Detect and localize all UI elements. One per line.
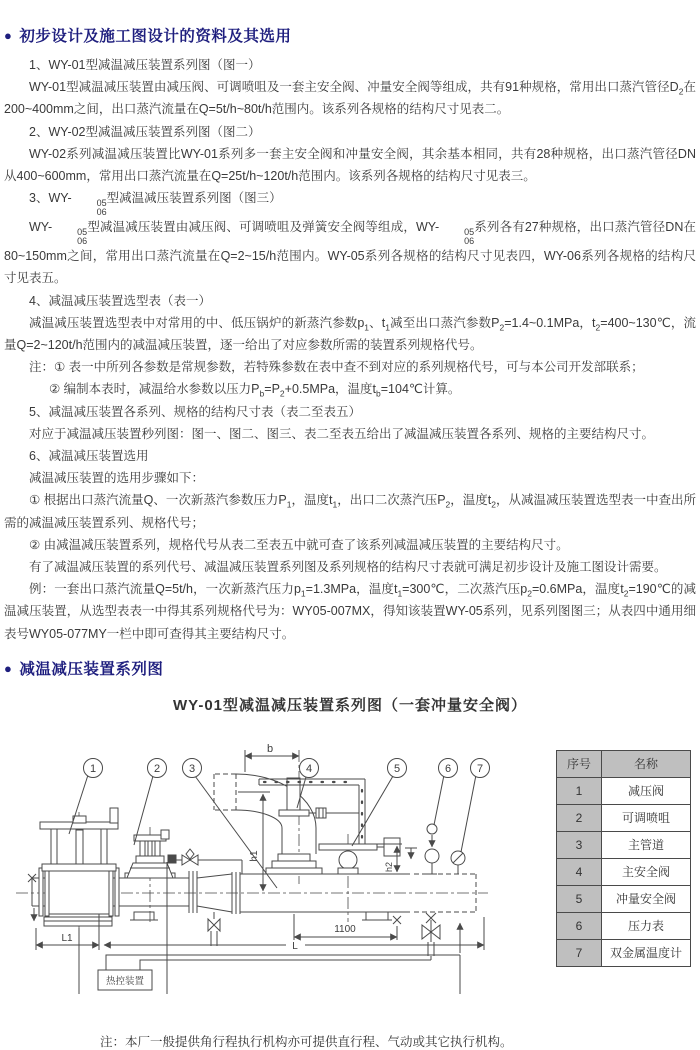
paragraph: WY-01型减温减压装置由减压阀、可调喷咀及一套主安全阀、冲量安全阀等组成，共有91种规格，常用出口蒸汽管径$D_2$在200~400mm之间，出口蒸汽流量在Q=5t/h~80t/h范围内。该系列各规格的结构尺寸见表二。 (4, 80, 696, 117)
parts-table-row (557, 831, 691, 858)
paragraph: 减温减压装置的选用步骤如下： (29, 471, 205, 486)
pressure-gauge (425, 824, 439, 874)
blowdown-valve (208, 912, 220, 946)
dimension-h2 (377, 844, 417, 872)
parts-table-header-index: 序号 (557, 750, 602, 777)
section-heading-2-text: 减温减压装置系列图 (19, 660, 164, 678)
part-index: 1 (557, 777, 602, 804)
callout-leader (352, 776, 393, 846)
paragraph: ② 由减温减压装置系列，规格代号从表二至表五中就可查了该系列减温减压装置的主要结构尺寸。 (29, 537, 569, 552)
section-heading-1-text: 初步设计及施工图设计的资料及其选用 (19, 28, 292, 45)
pipe-support (130, 912, 392, 920)
section-heading-2 (4, 657, 700, 679)
paragraph: 3、WY- 05 06 型减温减压装置系列图（图三） (29, 191, 282, 217)
part-index: 2 (557, 804, 602, 831)
parts-table-row (557, 858, 691, 885)
dim-label-l1: L1 (61, 932, 73, 944)
part-name: 主安全阀 (602, 858, 691, 885)
paragraph: 6、减温减压装置选用 (29, 449, 149, 464)
dim-label-l: L (292, 940, 298, 952)
bullet-icon: ● (4, 660, 13, 676)
callout-number: 3 (188, 762, 196, 775)
paragraph: 2、WY-02型减温减压装置系列图（图二） (29, 124, 261, 139)
parts-table-row (557, 939, 691, 966)
section-heading-1 (4, 24, 700, 46)
paragraph: 注：① 表一中所列各参数是常规参数，若特殊参数在表中查不到对应的系列规格代号，可与本公司开发部联系； (29, 360, 644, 375)
part-name: 可调喷咀 (602, 804, 691, 831)
paragraph: 有了减温减压装置的系列代号、减温减压装置系列图及系列规格的结构尺寸表就可满足初步设计及施工图设计需要。 (29, 560, 667, 575)
dim-label-h1: h1 (249, 850, 260, 862)
paragraph: ② 编制本表时，减温给水参数以压力$P_b=P_2+0.5MPa$，温度$t_b=104℃$计算。 (49, 382, 461, 399)
drain-valve (422, 913, 440, 956)
dim-label-b: b (266, 742, 274, 755)
paragraph: 4、减温减压装置选型表（表一） (29, 293, 211, 308)
callout-number: 2 (153, 762, 161, 775)
callout-leader (461, 775, 476, 852)
part-name: 双金属温度计 (602, 939, 691, 966)
paragraph: 减温减压装置选型表中对常用的中、低压锅炉的新蒸汽参数$p_1$、$t_1$减至出口蒸汽参数$P_2=1.4\sim 0.1MPa$，$t_2=400\sim 130℃$，流量Q=2~120t/h范围内的减温减压装置，逐一给出了对应参数所需的装置系列规格代号。 (4, 315, 697, 353)
parts-table-row (557, 912, 691, 939)
control-box-label: 热控装置 (105, 975, 145, 987)
figure-title: WY-01型减温减压装置系列图（一套冲量安全阀） (172, 696, 528, 714)
paragraph: 1、WY-01型减温减压装置系列图（图一） (29, 58, 261, 72)
callout-number: 5 (393, 762, 401, 775)
body-paragraphs (0, 54, 700, 645)
part-index: 3 (557, 831, 602, 858)
paragraph: WY- 05 06 型减温减压装置由减压阀、可调喷咀及弹簧安全阀等组成，WY- 05 06 系列各有27种规格，出口蒸汽管径DN在80~150mm之间，常用出口蒸汽流量在Q=2~15/h范围内。WY-05系列各规格的结构尺寸见表四，WY-06系列各规格的结构尺寸见表五。 (4, 220, 696, 286)
engineering-drawing (0, 720, 548, 1020)
paragraph: ① 根据出口蒸汽流量Q、一次新蒸汽参数压力$P_1$，温度$t_1$，出口二次蒸汽压$P_2$，温度$t_2$，从减温减压装置选型表一中查出所需的减温减压装置系列、规格代号； (4, 493, 697, 530)
part-index: 4 (557, 858, 602, 885)
paragraph: WY-02系列减温减压装置比WY-01系列多一套主安全阀和冲量安全阀，其余基本相同，共有28种规格，出口蒸汽管径DN从400~600mm，常用出口蒸汽流量在Q=25t/h~120t/h范围内。该系列各规格的结构尺寸见表三。 (4, 146, 696, 184)
main-safety-valve (279, 778, 359, 818)
part-index: 7 (557, 939, 602, 966)
paragraph: 5、减温减压装置各系列、规格的结构尺寸表（表二至表五） (29, 404, 361, 419)
part-index: 5 (557, 885, 602, 912)
dim-label-h2: h2 (384, 861, 394, 872)
diagram-area (0, 720, 700, 1020)
parts-table-row (557, 885, 691, 912)
callout-number: 4 (305, 762, 313, 775)
part-name: 主管道 (602, 831, 691, 858)
parts-table (556, 750, 691, 967)
bullet-icon: ● (4, 28, 13, 43)
part-name: 减压阀 (602, 777, 691, 804)
callout-number: 6 (444, 762, 452, 775)
parts-table-header-name: 名称 (602, 750, 691, 777)
part-index: 6 (557, 912, 602, 939)
pressure-reducing-valve (39, 808, 119, 937)
dim-label-1100: 1100 (334, 923, 356, 935)
footnote: 注：本厂一般提供角行程执行机构亦可提供直行程、气动或其它执行机构。 (100, 1034, 513, 1049)
callout-leader (434, 775, 444, 825)
parts-table-header-row (557, 750, 691, 777)
parts-table-row (557, 804, 691, 831)
impulse-safety-valve (319, 834, 400, 922)
thermal-control-device (79, 862, 460, 994)
bimetal-thermometer (451, 851, 465, 874)
reducer-cone (189, 871, 240, 914)
parts-table-row (557, 777, 691, 804)
callout-number: 1 (89, 762, 97, 775)
part-name: 冲量安全阀 (602, 885, 691, 912)
paragraph: 例：一套出口蒸汽流量Q=5t/h，一次新蒸汽压力$p_1=1.3MPa$，温度$t_1=300℃$，二次蒸汽压$p_2=0.6MPa$，温度$t_2=190℃$的减温减压装置，从选型表表一中得其系列规格代号为：WY05-007MX，得知该装置WY-05系列，见系列图图三；从表四中通用细表号WY05-077MY一栏中即可查得其主要结构尺寸。 (4, 582, 696, 641)
paragraph: 对应于减温减压装置秒列图：图一、图二、图三、表二至表五给出了减温减压装置各系列、规格的主要结构尺寸。 (29, 426, 655, 441)
part-name: 压力表 (602, 912, 691, 939)
callout-number: 7 (476, 762, 484, 775)
